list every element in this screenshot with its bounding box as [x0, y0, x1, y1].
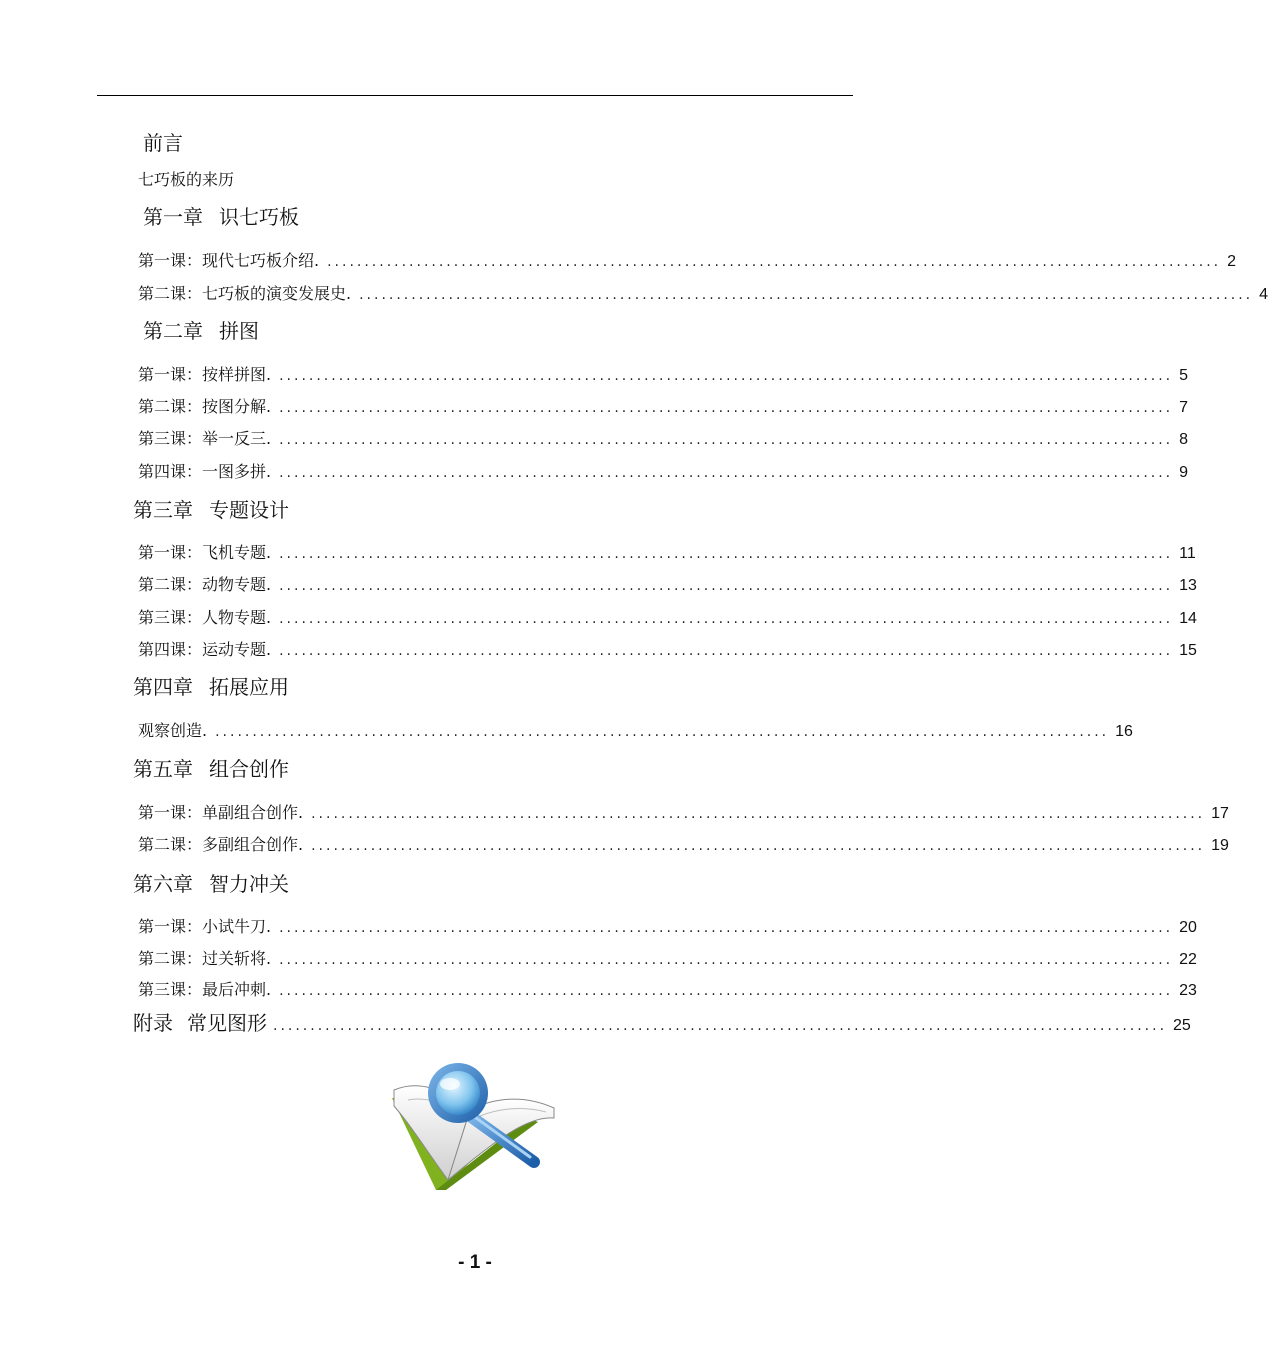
toc-entry-page: 23	[1179, 982, 1197, 999]
dot-leader: ........................................................................................................................	[279, 643, 1174, 659]
toc-entry[interactable]	[138, 572, 1197, 595]
dot-leader: ........................................................................................................................	[279, 368, 1174, 384]
toc-entry[interactable]	[138, 946, 1197, 969]
chapter-title: 识七巧板	[219, 205, 299, 229]
dot-leader: ........................................................................................................................	[279, 432, 1174, 448]
toc-entry-label: 第一课：按样拼图.	[138, 365, 272, 384]
dot-leader: ........................................................................................................................	[279, 920, 1174, 936]
toc-entry-label: 第一课：单副组合创作.	[138, 803, 304, 822]
toc-entry-label: 第二课：按图分解.	[138, 397, 272, 416]
dot-leader: ........................................................................................................................	[279, 400, 1174, 416]
toc-entry-label: 第二课：动物专题.	[138, 575, 272, 594]
toc-entry-page: 5	[1179, 367, 1189, 384]
dot-leader: ........................................................................................................................	[311, 838, 1206, 854]
chapter-5-heading	[133, 753, 289, 782]
chapter-1-heading	[143, 201, 299, 230]
toc-entry-page: 16	[1115, 723, 1133, 740]
chapter-6-heading	[133, 868, 289, 897]
appendix-entry[interactable]	[133, 1007, 1191, 1036]
toc-entry[interactable]	[138, 426, 1189, 449]
origin-heading: 七巧板的来历	[138, 170, 235, 189]
toc-entry-label: 第二课：多副组合创作.	[138, 835, 304, 854]
toc-entry-label: 第二课：过关斩将.	[138, 949, 272, 968]
toc-entry-label: 第二课：七巧板的演变发展史.	[138, 284, 352, 303]
dot-leader: ........................................................................................................................	[279, 983, 1174, 999]
dot-leader: ........................................................................................................................	[279, 952, 1174, 968]
toc-entry-page: 14	[1179, 610, 1197, 627]
toc-entry-label: 第一课：现代七巧板介绍.	[138, 251, 320, 270]
toc-entry-label: 第一课：小试牛刀.	[138, 917, 272, 936]
chapter-number: 第五章	[133, 757, 193, 781]
toc-entry-page: 22	[1179, 951, 1197, 968]
toc-entry[interactable]	[138, 718, 1133, 741]
toc-entry-label: 第三课：人物专题.	[138, 608, 272, 627]
page-number: - 1 -	[458, 1252, 492, 1273]
toc-entry[interactable]	[138, 914, 1197, 937]
toc-entry[interactable]	[138, 281, 1268, 304]
chapter-3-heading	[133, 494, 289, 523]
appendix-label: 附录 常见图形	[133, 1011, 267, 1035]
dot-leader: ........................................................................................................................	[311, 806, 1206, 822]
toc-entry-label: 第一课：飞机专题.	[138, 543, 272, 562]
toc-entry-page: 20	[1179, 919, 1197, 936]
toc-entry[interactable]	[138, 605, 1197, 628]
chapter-number: 第六章	[133, 872, 193, 896]
chapter-title: 拼图	[219, 319, 259, 343]
toc-entry-page: 9	[1179, 464, 1189, 481]
toc-entry[interactable]	[138, 394, 1189, 417]
toc-entry[interactable]	[138, 832, 1229, 855]
toc-entry-page: 8	[1179, 431, 1189, 448]
chapter-title: 拓展应用	[209, 675, 289, 699]
preface-heading: 前言	[143, 131, 183, 155]
chapter-title: 专题设计	[209, 498, 289, 522]
toc-entry-page: 7	[1179, 399, 1189, 416]
toc-entry-page: 13	[1179, 577, 1197, 594]
toc-entry-label: 第三课：最后冲刺.	[138, 980, 272, 999]
toc-entry-page: 11	[1179, 545, 1196, 562]
toc-entry-page: 17	[1211, 805, 1229, 822]
toc-entry-page: 15	[1179, 642, 1197, 659]
toc-entry[interactable]	[138, 362, 1189, 385]
toc-entry[interactable]	[138, 248, 1237, 271]
dot-leader: ........................................................................................................................	[279, 578, 1174, 594]
dot-leader: ........................................................................................................................	[279, 546, 1174, 562]
chapter-title: 组合创作	[209, 757, 289, 781]
dot-leader: ........................................................................................................................	[215, 724, 1110, 740]
toc-entry-label: 第四课：运动专题.	[138, 640, 272, 659]
dot-leader: ........................................................................................................................	[359, 287, 1254, 303]
dot-leader: ........................................................................................................................	[273, 1018, 1168, 1034]
toc-entry[interactable]	[138, 637, 1197, 660]
dot-leader: ........................................................................................................................	[279, 611, 1174, 627]
chapter-number: 第三章	[133, 498, 193, 522]
chapter-2-heading	[143, 315, 259, 344]
toc-entry-page: 2	[1227, 253, 1237, 270]
toc-entry[interactable]	[138, 540, 1196, 563]
chapter-title: 智力冲关	[209, 872, 289, 896]
chapter-number: 第四章	[133, 675, 193, 699]
toc-entry[interactable]	[138, 977, 1197, 1000]
chapter-4-heading	[133, 671, 289, 700]
toc-entry-page: 19	[1211, 837, 1229, 854]
toc-entry-label: 第三课：举一反三.	[138, 429, 272, 448]
chapter-number: 第一章	[143, 205, 203, 229]
toc-entry[interactable]	[138, 459, 1189, 482]
toc-entry[interactable]	[138, 800, 1229, 823]
chapter-number: 第二章	[143, 319, 203, 343]
dot-leader: ........................................................................................................................	[327, 254, 1222, 270]
toc-entry-label: 观察创造.	[138, 721, 208, 740]
header-rule	[97, 95, 853, 96]
toc-entry-label: 第四课：一图多拼.	[138, 462, 272, 481]
dot-leader: ........................................................................................................................	[279, 465, 1174, 481]
toc-entry-page: 4	[1259, 286, 1268, 303]
appendix-page: 25	[1173, 1017, 1191, 1034]
book-magnifier-icon	[388, 1058, 558, 1193]
